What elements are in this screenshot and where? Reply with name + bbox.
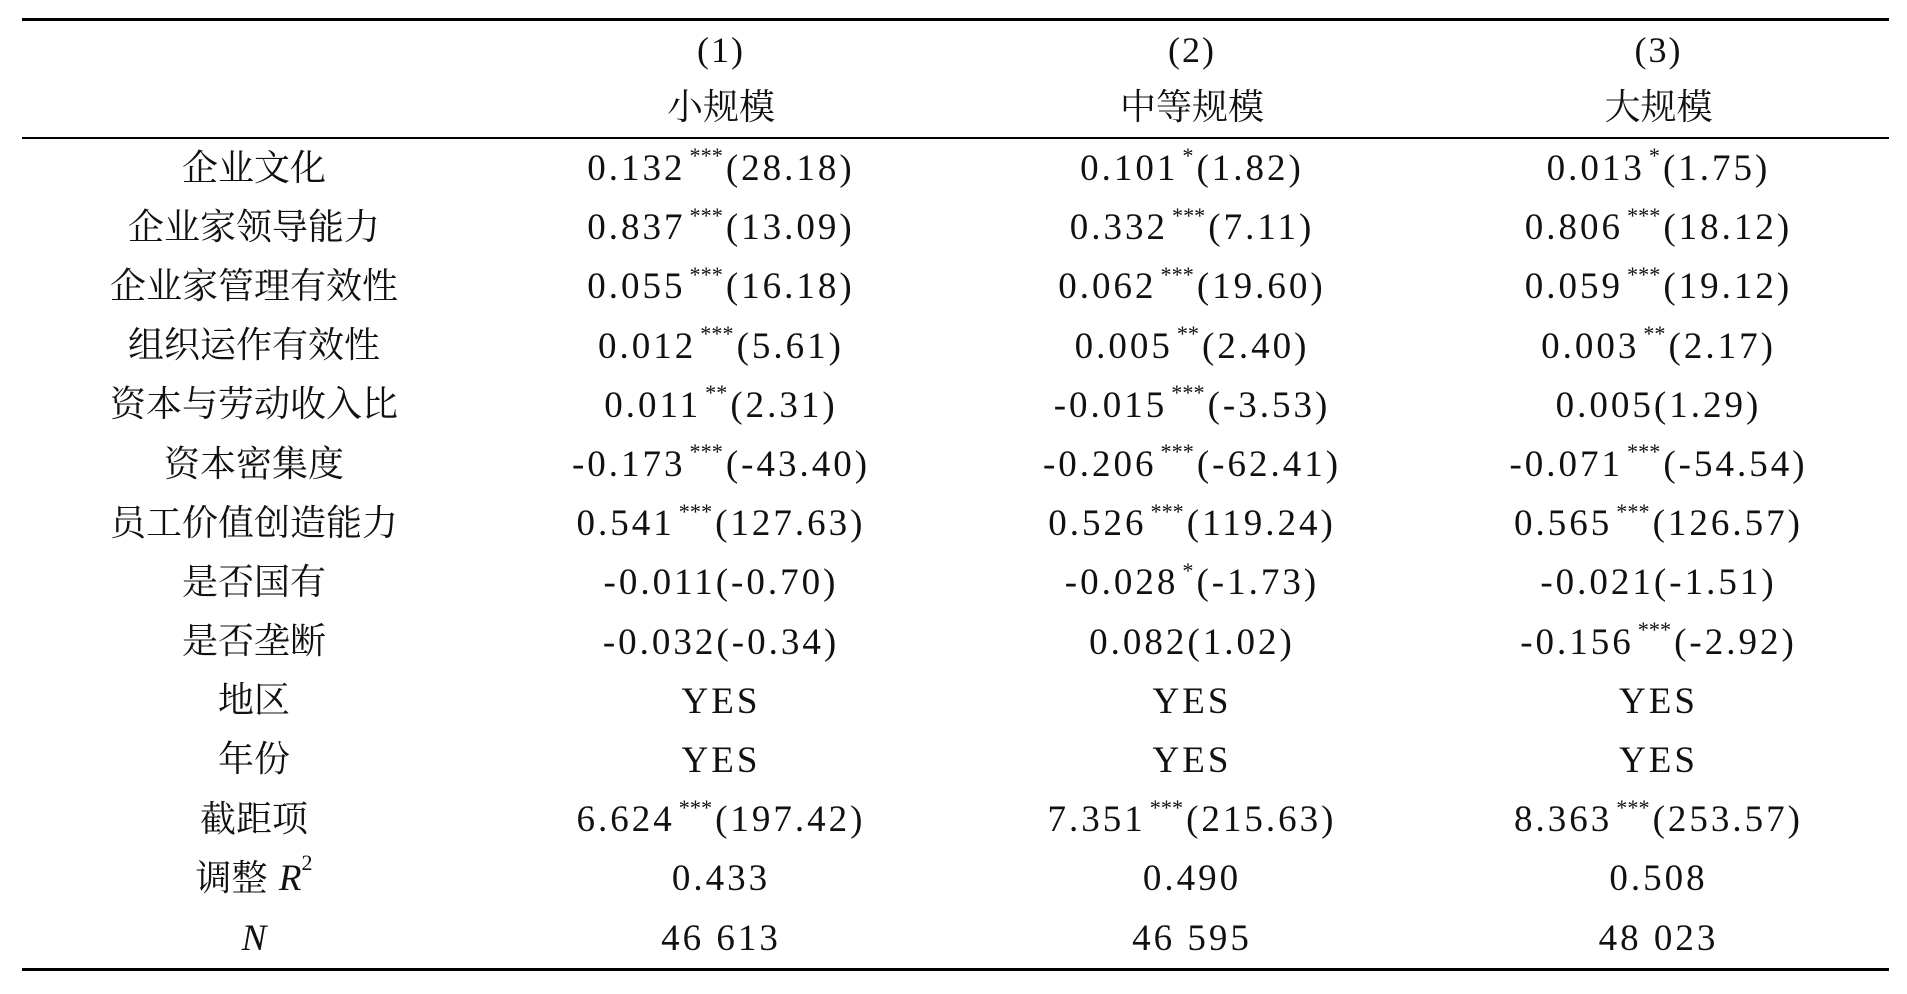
cell-medium-scale [956, 553, 1428, 612]
adjusted-label: 调整 [195, 858, 268, 900]
coefficient: 0.055 [587, 266, 686, 308]
t-statistic: (119.24) [1186, 503, 1336, 545]
cell-value: YES [681, 739, 761, 781]
t-statistic: (7.11) [1208, 207, 1315, 249]
row-label: 企业家管理有效性 [109, 265, 398, 307]
cell-value [1064, 557, 1320, 604]
table-row [22, 672, 1889, 731]
row-label: 年份 [217, 739, 290, 781]
significance-stars: *** [1149, 794, 1184, 820]
coefficient: 0.005 [1555, 384, 1654, 426]
r-squared-exponent: 2 [301, 850, 313, 876]
cell-value [598, 321, 844, 367]
cell-value [1514, 498, 1803, 545]
cell-value [1524, 261, 1793, 308]
cell-value [571, 439, 871, 486]
significance-stars: * [1182, 143, 1194, 169]
cell-medium-scale [956, 139, 1428, 198]
t-statistic: (2.17) [1668, 325, 1776, 367]
significance-stars: *** [1637, 616, 1672, 642]
significance-stars: *** [678, 498, 713, 524]
coefficient: 0.062 [1058, 266, 1157, 308]
table-row [22, 790, 1889, 849]
table-row [22, 139, 1889, 198]
cell-value [603, 562, 839, 604]
cell-large-scale [1428, 672, 1889, 731]
table-row [22, 257, 1889, 316]
significance-stars: *** [1627, 202, 1661, 228]
coefficient: 0.541 [576, 503, 675, 545]
cell-value [1520, 616, 1797, 663]
significance-stars: ** [705, 380, 728, 406]
row-label: 是否国有 [181, 561, 326, 603]
cell-large-scale [1428, 908, 1889, 967]
significance-stars: * [1182, 557, 1194, 583]
cell-medium-scale [956, 494, 1428, 553]
significance-stars: *** [689, 143, 723, 169]
t-statistic: (-3.53) [1207, 384, 1331, 426]
row-label: 企业家领导能力 [127, 206, 380, 248]
row-label: 组织运作有效性 [127, 325, 380, 367]
cell-value [1058, 261, 1326, 308]
t-statistic: (-1.73) [1196, 562, 1320, 604]
significance-stars: *** [1160, 261, 1194, 287]
row-label [22, 849, 486, 908]
cell-value [1074, 321, 1310, 367]
coefficient: 0.059 [1524, 266, 1624, 308]
coefficient: 0.011 [604, 384, 702, 426]
significance-stars: *** [1150, 498, 1184, 524]
row-label: 资本密集度 [163, 443, 344, 485]
significance-stars: *** [1627, 261, 1661, 287]
cell-value [604, 380, 838, 426]
cell-small-scale [486, 494, 956, 553]
table-row [22, 435, 1889, 494]
cell-small-scale [486, 672, 956, 731]
cell-large-scale [1428, 139, 1889, 198]
cell-small-scale [486, 435, 956, 494]
significance-stars: *** [689, 202, 723, 228]
cell-value [1047, 794, 1337, 841]
coefficient: 0.012 [598, 325, 697, 367]
t-statistic: (19.60) [1196, 266, 1326, 308]
t-statistic: (-0.70) [715, 562, 839, 604]
coefficient: 0.003 [1541, 325, 1640, 367]
cell-value: 0.433 [671, 858, 771, 900]
column-label-large-scale: 大规模 [1604, 87, 1713, 128]
t-statistic: (1.02) [1187, 621, 1295, 663]
cell-large-scale [1428, 553, 1889, 612]
coefficient: -0.021 [1540, 562, 1654, 604]
table-row [22, 494, 1889, 553]
significance-stars: * [1648, 143, 1660, 169]
table-row [22, 198, 1889, 257]
cell-large-scale [1428, 257, 1889, 316]
coefficient: -0.011 [603, 562, 716, 604]
cell-value [1042, 439, 1342, 486]
table-row [22, 553, 1889, 612]
cell-value [1080, 143, 1304, 190]
coefficient: -0.032 [602, 621, 717, 663]
cell-medium-scale [956, 257, 1428, 316]
row-label: 截距项 [199, 798, 308, 840]
cell-small-scale [486, 139, 956, 198]
t-statistic: (253.57) [1652, 799, 1803, 841]
coefficient: 0.332 [1069, 207, 1168, 249]
coefficient: 0.005 [1074, 325, 1173, 367]
coefficient: -0.206 [1042, 444, 1157, 486]
column-label-small-scale: 小规模 [666, 87, 775, 128]
row-label: 员工价值创造能力 [109, 502, 398, 544]
t-statistic: (-0.34) [716, 621, 840, 663]
cell-value [1541, 321, 1776, 367]
coefficient: 8.363 [1514, 799, 1613, 841]
cell-value: 0.508 [1609, 858, 1708, 900]
significance-stars: *** [1616, 498, 1650, 524]
t-statistic: (-62.41) [1196, 444, 1342, 486]
bottom-rule [22, 968, 1889, 971]
cell-large-scale [1428, 494, 1889, 553]
t-statistic: (19.12) [1663, 266, 1793, 308]
cell-small-scale [486, 317, 956, 376]
cell-small-scale [486, 198, 956, 257]
cell-medium-scale [956, 672, 1428, 731]
cell-medium-scale [956, 849, 1428, 908]
cell-value: 46 613 [661, 917, 781, 959]
cell-small-scale [486, 731, 956, 790]
cell-value [1540, 562, 1777, 604]
significance-stars: ** [1176, 321, 1200, 347]
cell-large-scale [1428, 198, 1889, 257]
t-statistic: (127.63) [715, 503, 866, 545]
cell-value [576, 498, 866, 545]
t-statistic: (-54.54) [1663, 444, 1808, 486]
coefficient: 0.526 [1048, 503, 1147, 545]
coefficient: 0.565 [1514, 503, 1613, 545]
coefficient: 6.624 [576, 799, 675, 841]
cell-value [1514, 794, 1803, 841]
cell-medium-scale [956, 317, 1428, 376]
cell-value [587, 143, 855, 190]
cell-value [587, 261, 855, 308]
header-spacer [22, 21, 486, 79]
cell-value [602, 621, 840, 663]
cell-value [1089, 621, 1295, 663]
row-label [22, 908, 486, 967]
t-statistic: (-1.51) [1653, 562, 1777, 604]
cell-value [1546, 143, 1771, 190]
cell-small-scale [486, 257, 956, 316]
t-statistic: (2.40) [1202, 325, 1310, 367]
t-statistic: (197.42) [715, 799, 866, 841]
cell-value: YES [1619, 739, 1698, 781]
cell-medium-scale [956, 908, 1428, 967]
cell-medium-scale [956, 198, 1428, 257]
table-row [22, 376, 1889, 435]
cell-value: YES [1619, 680, 1698, 722]
coefficient: 7.351 [1047, 799, 1146, 841]
column-number-3: (3) [1634, 30, 1683, 70]
cell-large-scale [1428, 376, 1889, 435]
t-statistic: (1.75) [1662, 148, 1771, 190]
row-label-text [195, 850, 313, 900]
regression-table [22, 18, 1889, 971]
cell-large-scale [1428, 790, 1889, 849]
cell-value [1048, 498, 1336, 545]
cell-small-scale [486, 790, 956, 849]
cell-large-scale [1428, 613, 1889, 672]
cell-small-scale [486, 613, 956, 672]
cell-value [1509, 439, 1808, 486]
coefficient: -0.028 [1064, 562, 1179, 604]
header-number-row [22, 21, 1889, 79]
t-statistic: (2.31) [730, 384, 838, 426]
t-statistic: (1.82) [1196, 148, 1304, 190]
cell-large-scale [1428, 849, 1889, 908]
cell-value: YES [1152, 680, 1232, 722]
coefficient: -0.071 [1509, 444, 1624, 486]
r-squared-variable: R [278, 858, 302, 900]
table-row [22, 731, 1889, 790]
coefficient: 0.101 [1080, 148, 1179, 190]
t-statistic: (18.12) [1663, 207, 1793, 249]
coefficient: 0.837 [587, 207, 686, 249]
t-statistic: (5.61) [736, 325, 844, 367]
coefficient: -0.156 [1520, 621, 1634, 663]
cell-value [587, 202, 855, 249]
table-row [22, 908, 1889, 967]
cell-value: 48 023 [1598, 917, 1719, 959]
cell-value [1555, 384, 1762, 426]
cell-large-scale [1428, 435, 1889, 494]
sample-size-variable: N [241, 917, 267, 959]
significance-stars: *** [689, 439, 723, 465]
coefficient: -0.015 [1053, 384, 1168, 426]
coefficient: -0.173 [571, 444, 686, 486]
cell-value [576, 794, 866, 841]
header-spacer [22, 79, 486, 137]
cell-medium-scale [956, 613, 1428, 672]
t-statistic: (215.63) [1186, 799, 1337, 841]
significance-stars: *** [1171, 202, 1206, 228]
table-row [22, 613, 1889, 672]
significance-stars: *** [689, 261, 723, 287]
coefficient: 0.082 [1089, 621, 1188, 663]
significance-stars: *** [678, 794, 713, 820]
significance-stars: *** [1160, 439, 1194, 465]
cell-small-scale [486, 553, 956, 612]
significance-stars: *** [700, 321, 734, 347]
row-label: 资本与劳动收入比 [109, 384, 398, 426]
t-statistic: (-2.92) [1674, 621, 1797, 663]
coefficient: 0.132 [587, 148, 686, 190]
row-label: 是否垄断 [181, 621, 326, 663]
cell-small-scale [486, 376, 956, 435]
t-statistic: (28.18) [725, 148, 855, 190]
significance-stars: *** [1171, 380, 1205, 406]
cell-medium-scale [956, 435, 1428, 494]
cell-medium-scale [956, 731, 1428, 790]
cell-value [1053, 380, 1331, 426]
table-row [22, 849, 1889, 908]
column-number-1: (1) [697, 30, 745, 70]
t-statistic: (16.18) [725, 266, 855, 308]
row-label: 企业文化 [181, 147, 326, 189]
cell-value: YES [1152, 739, 1232, 781]
cell-value: YES [681, 680, 761, 722]
cell-value [1069, 202, 1315, 249]
t-statistic: (1.29) [1653, 384, 1762, 426]
cell-medium-scale [956, 376, 1428, 435]
t-statistic: (13.09) [725, 207, 855, 249]
cell-small-scale [486, 849, 956, 908]
coefficient: 0.806 [1524, 207, 1624, 249]
cell-value [1524, 202, 1793, 249]
header-label-row [22, 79, 1889, 137]
significance-stars: *** [1627, 439, 1661, 465]
cell-large-scale [1428, 731, 1889, 790]
cell-medium-scale [956, 790, 1428, 849]
cell-value: 46 595 [1132, 917, 1252, 959]
cell-large-scale [1428, 317, 1889, 376]
cell-value: 0.490 [1142, 858, 1242, 900]
row-label: 地区 [217, 680, 290, 722]
cell-small-scale [486, 908, 956, 967]
significance-stars: *** [1616, 794, 1650, 820]
t-statistic: (-43.40) [725, 444, 871, 486]
column-number-2: (2) [1168, 30, 1216, 70]
significance-stars: ** [1643, 321, 1666, 347]
table-row [22, 317, 1889, 376]
column-label-medium-scale: 中等规模 [1119, 87, 1264, 128]
coefficient: 0.013 [1546, 148, 1645, 190]
t-statistic: (126.57) [1652, 503, 1803, 545]
